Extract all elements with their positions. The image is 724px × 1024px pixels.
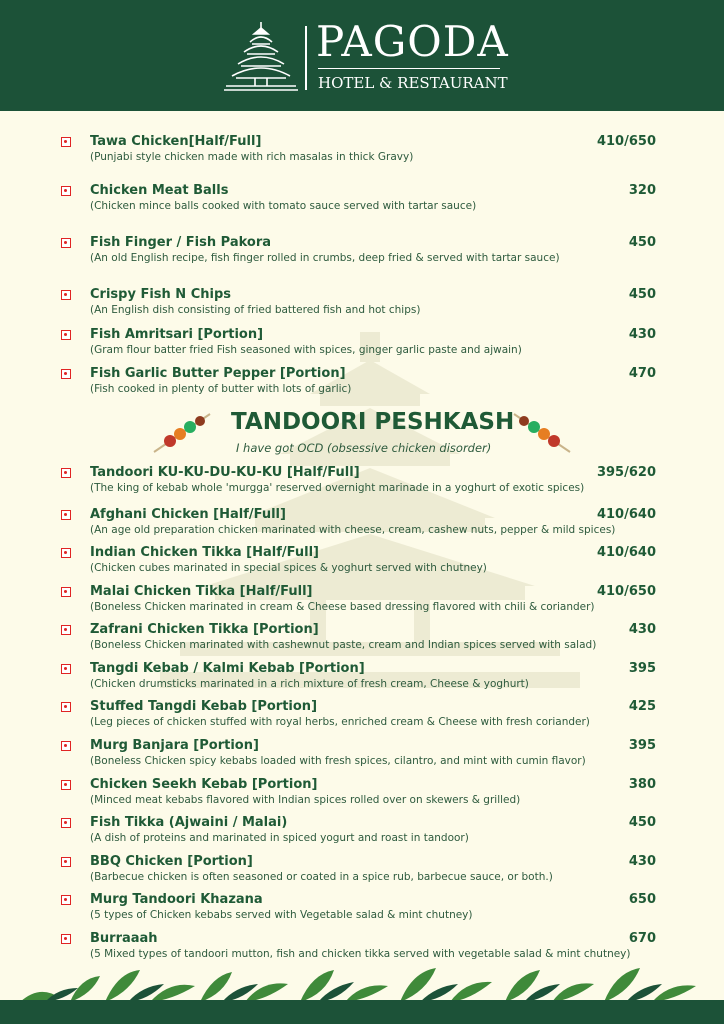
item-desc: (Gram flour batter fried Fish seasoned with spices, ginger garlic paste and ajwain) — [90, 344, 522, 356]
item-name: Tawa Chicken[Half/Full] — [90, 134, 262, 149]
bullet-icon — [61, 369, 71, 379]
bullet-icon — [61, 625, 71, 635]
bullet-icon — [61, 548, 71, 558]
item-name: Indian Chicken Tikka [Half/Full] — [90, 545, 319, 560]
footer-bar — [0, 1000, 724, 1024]
bullet-icon — [61, 137, 71, 147]
item-price: 410/650 — [596, 584, 656, 599]
bullet-icon — [61, 290, 71, 300]
item-name: Fish Amritsari [Portion] — [90, 327, 264, 342]
item-price: 410/650 — [596, 134, 656, 149]
bullet-icon — [61, 934, 71, 944]
item-desc: (Chicken mince balls cooked with tomato sauce served with tartar sauce) — [90, 200, 477, 212]
brand-name: PAGODA — [316, 17, 509, 66]
item-name: Malai Chicken Tikka [Half/Full] — [90, 584, 313, 599]
item-name: Stuffed Tangdi Kebab [Portion] — [90, 699, 318, 714]
item-name: Murg Tandoori Khazana — [90, 892, 263, 907]
item-desc: (Barbecue chicken is often seasoned or coated in a spice rub, barbecue sauce, or both.) — [90, 871, 553, 883]
item-name: Zafrani Chicken Tikka [Portion] — [90, 622, 319, 637]
bullet-icon — [61, 702, 71, 712]
item-desc: (5 Mixed types of tandoori mutton, fish and chicken tikka served with vegetable salad & mint chutney) — [90, 948, 631, 960]
item-desc: (Boneless Chicken marinated in cream & Cheese based dressing flavored with chili & coriander) — [90, 601, 595, 613]
item-price: 430 — [628, 854, 656, 869]
item-price: 380 — [628, 777, 656, 792]
item-price: 470 — [628, 366, 656, 381]
item-name: BBQ Chicken [Portion] — [90, 854, 253, 869]
item-price: 450 — [628, 235, 656, 250]
item-price: 320 — [628, 183, 656, 198]
item-desc: (An age old preparation chicken marinated with cheese, cream, cashew nuts, pepper & mild spices) — [90, 524, 616, 536]
section-subtitle: I have got OCD (obsessive chicken disorder) — [236, 441, 492, 455]
item-desc: (Fish cooked in plenty of butter with lots of garlic) — [90, 383, 352, 395]
item-price: 395 — [628, 661, 656, 676]
bullet-icon — [61, 330, 71, 340]
kebab-skewer-icon — [510, 408, 574, 458]
item-price: 395 — [628, 738, 656, 753]
brand-subtitle: HOTEL & RESTAURANT — [318, 74, 508, 92]
bullet-icon — [61, 238, 71, 248]
item-price: 410/640 — [596, 507, 656, 522]
item-desc: (An English dish consisting of fried battered fish and hot chips) — [90, 304, 421, 316]
bullet-icon — [61, 857, 71, 867]
leaf-border-icon — [0, 958, 724, 1002]
item-desc: (The king of kebab whole 'murgga' reserved overnight marinade in a yoghurt of exotic spices) — [90, 482, 585, 494]
item-name: Chicken Meat Balls — [90, 183, 229, 198]
item-desc: (Punjabi style chicken made with rich masalas in thick Gravy) — [90, 151, 414, 163]
item-desc: (Boneless Chicken spicy kebabs loaded with fresh spices, cilantro, and mint with cumin flavor) — [90, 755, 586, 767]
item-price: 395/620 — [596, 465, 656, 480]
item-desc: (5 types of Chicken kebabs served with Vegetable salad & mint chutney) — [90, 909, 473, 921]
item-name: Crispy Fish N Chips — [90, 287, 232, 302]
item-name: Tandoori KU-KU-DU-KU-KU [Half/Full] — [90, 465, 360, 480]
brand-rule — [318, 68, 500, 69]
bullet-icon — [61, 818, 71, 828]
item-desc: (A dish of proteins and marinated in spiced yogurt and roast in tandoor) — [90, 832, 469, 844]
item-desc: (Boneless Chicken marinated with cashewnut paste, cream and Indian spices served with salad) — [90, 639, 597, 651]
item-price: 425 — [628, 699, 656, 714]
bullet-icon — [61, 587, 71, 597]
item-desc: (Minced meat kebabs flavored with Indian spices rolled over on skewers & grilled) — [90, 794, 521, 806]
item-price: 650 — [628, 892, 656, 907]
item-desc: (Chicken drumsticks marinated in a rich mixture of fresh cream, Cheese & yoghurt) — [90, 678, 529, 690]
item-desc: (An old English recipe, fish finger rolled in crumbs, deep fried & served with tartar sauce) — [90, 252, 560, 264]
bullet-icon — [61, 664, 71, 674]
item-name: Fish Garlic Butter Pepper [Portion] — [90, 366, 346, 381]
header-bar — [0, 0, 724, 111]
pagoda-logo-icon — [224, 20, 298, 92]
bullet-icon — [61, 780, 71, 790]
item-price: 410/640 — [596, 545, 656, 560]
item-name: Tangdi Kebab / Kalmi Kebab [Portion] — [90, 661, 365, 676]
item-desc: (Chicken cubes marinated in special spices & yoghurt served with chutney) — [90, 562, 487, 574]
item-price: 430 — [628, 622, 656, 637]
item-name: Burraaah — [90, 931, 158, 946]
bullet-icon — [61, 895, 71, 905]
logo-divider — [305, 26, 307, 90]
bullet-icon — [61, 186, 71, 196]
item-name: Fish Finger / Fish Pakora — [90, 235, 271, 250]
item-name: Afghani Chicken [Half/Full] — [90, 507, 286, 522]
item-desc: (Leg pieces of chicken stuffed with royal herbs, enriched cream & Cheese with fresh coriander) — [90, 716, 590, 728]
kebab-skewer-icon — [150, 408, 214, 458]
bullet-icon — [61, 468, 71, 478]
bullet-icon — [61, 510, 71, 520]
bullet-icon — [61, 741, 71, 751]
item-name: Murg Banjara [Portion] — [90, 738, 259, 753]
item-name: Fish Tikka (Ajwaini / Malai) — [90, 815, 288, 830]
item-price: 670 — [628, 931, 656, 946]
item-name: Chicken Seekh Kebab [Portion] — [90, 777, 318, 792]
section-title: TANDOORI PESHKASH — [231, 409, 515, 435]
item-price: 450 — [628, 287, 656, 302]
item-price: 450 — [628, 815, 656, 830]
item-price: 430 — [628, 327, 656, 342]
